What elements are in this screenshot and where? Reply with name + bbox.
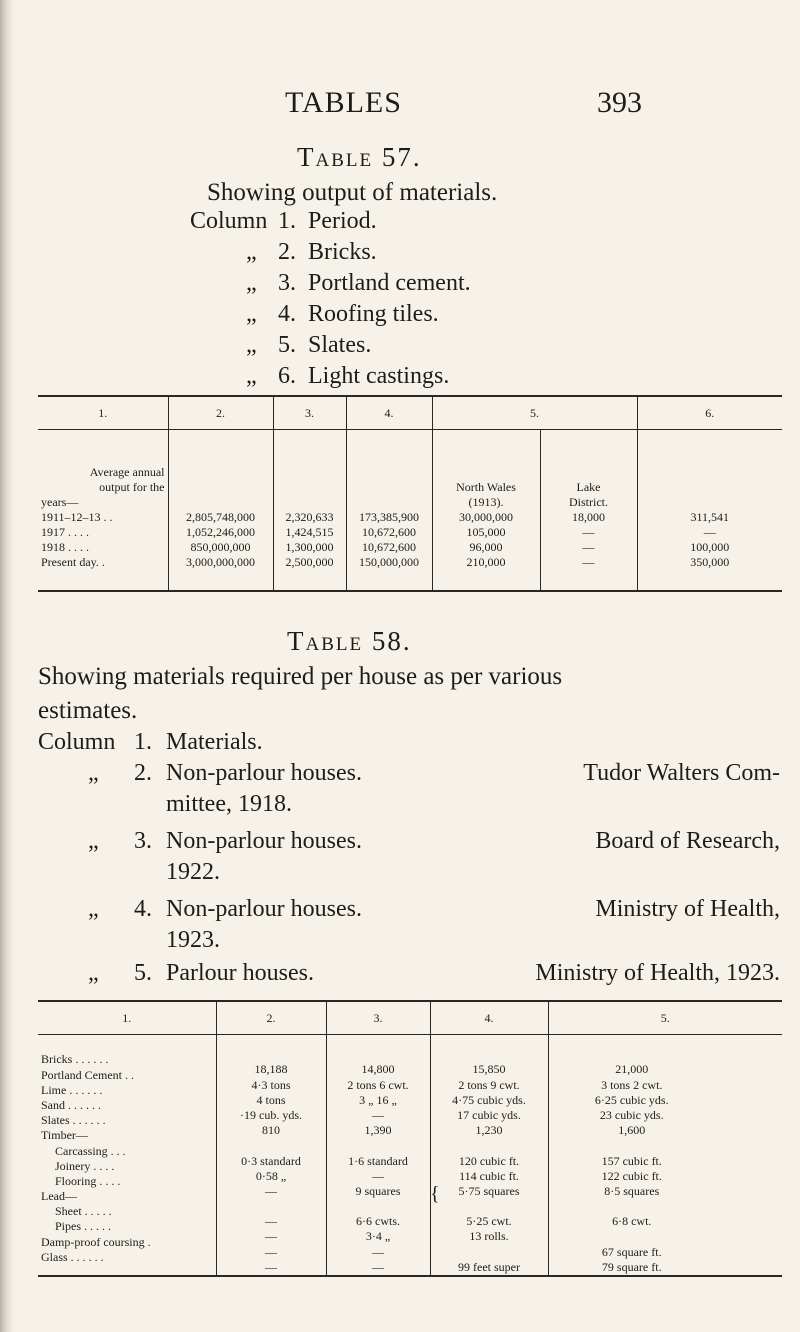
period-heading-line: output for the [99,480,165,494]
column-entry [190,330,610,361]
cell-value: 1,230 [475,1123,503,1138]
cell-value: — [372,1107,384,1122]
column-source: Tudor Walters Com- [583,760,780,786]
material-label: Lime . . . . . . [41,1082,103,1097]
table-header-row [38,396,782,430]
column-source-continued: mittee, 1918. [166,791,292,817]
cell-value: 810 [262,1123,280,1138]
cell-value: 10,672,600 [362,525,416,539]
period-heading-line: Average annual [89,465,165,479]
column-label: Parlour houses. [166,960,314,986]
cell-value: 9 squares [355,1183,401,1198]
cell-value [434,1199,545,1214]
book-spine-shadow [0,0,14,1332]
cell-value: 17 cubic yds. [457,1107,521,1122]
cell-value [552,1138,713,1153]
cell-value: 150,000,000 [359,555,419,569]
column-source: Ministry of Health, [595,896,780,922]
ministry-non-parlour-column [430,1035,548,1277]
subheader-line: Lake [576,480,601,494]
period-label: 1918 . . . . [41,540,89,554]
cell-value: 3 „ 16 „ [359,1092,397,1107]
cell-value: 120 cubic ft. [458,1153,520,1168]
caption-line: estimates. [38,697,138,724]
cell-value: 122 cubic ft. [601,1168,662,1183]
ministry-parlour-column [548,1035,782,1277]
cell-value: 0·3 standard [241,1153,301,1168]
column-source-continued: 1922. [166,859,220,885]
table-58-caption [38,660,778,728]
column-number: 3. [278,270,296,296]
ditto-mark: „ [88,828,99,854]
material-label: Timber— [41,1128,88,1143]
period-label: 1911–12–13 . . [41,510,113,524]
cell-value: 3,000,000,000 [186,555,255,569]
table-header-row [38,1001,782,1035]
cell-value: 114 cubic ft. [459,1168,519,1183]
cell-value: 4 tons [256,1092,286,1107]
ditto-mark: „ [246,239,257,265]
table-body-row [38,1035,782,1277]
cell-value: 3·4 „ [365,1229,391,1244]
column-label: Slates. [308,332,372,358]
cell-value: — [372,1259,384,1274]
material-label: Flooring . . . . [55,1173,121,1188]
column-source: Board of Research, [595,828,780,854]
column-number: 3. [134,828,152,854]
column-label: Period. [308,208,377,234]
material-label: Lead— [41,1189,77,1204]
caption-line: Showing materials required per house as per various [38,663,563,690]
ditto-mark: „ [246,363,257,389]
tudor-walters-column [216,1035,326,1277]
cell-value: 4·3 tons [251,1077,291,1092]
period-label: 1917 . . . . [41,525,89,539]
column-label: Non-parlour houses. [166,896,362,922]
column-entry-continued [38,925,780,956]
cell-value: 18,188 [254,1062,288,1077]
column-entry [190,206,610,237]
header-cell: 2. [216,1001,326,1035]
cell-value: 23 cubic yds. [599,1107,664,1122]
column-number: 5. [278,332,296,358]
cell-value [330,1199,427,1214]
castings-column [637,430,782,592]
material-label: Carcassing . . . [55,1143,126,1158]
column-lead: Column [190,208,268,234]
ditto-mark: „ [246,332,257,358]
column-entry [190,237,610,268]
cell-value: 99 feet super [458,1259,520,1274]
cell-value: 2,500,000 [285,555,334,569]
cell-value: 350,000 [690,555,730,569]
cell-value: 18,000 [572,510,605,524]
column-label: Non-parlour houses. [166,828,362,854]
cell-value: 6·25 cubic yds. [594,1092,669,1107]
period-column [38,430,168,592]
column-entry [38,727,780,758]
page-number: 393 [597,86,642,119]
material-label: Sheet . . . . . [55,1204,112,1219]
cell-value: 6·8 cwt. [612,1214,652,1229]
cell-value: — [265,1244,277,1259]
cell-value: — [265,1183,277,1198]
period-label: Present day. . [41,555,105,569]
cell-value: 14,800 [361,1062,395,1077]
north-wales-column [432,430,540,592]
column-number: 2. [134,760,152,786]
column-number: 4. [134,896,152,922]
column-label: Bricks. [308,239,377,265]
cell-value: 8·5 squares [604,1183,660,1198]
table-58-title: Table 58. [287,626,412,656]
cell-value: 1,600 [618,1123,646,1138]
header-cell: 1. [38,1001,216,1035]
cell-value: 210,000 [466,555,506,569]
material-label: Damp-proof coursing . [41,1234,151,1249]
column-number: 6. [278,363,296,389]
cell-value: 1·6 standard [348,1153,408,1168]
material-label: Bricks . . . . . . [41,1052,109,1067]
cell-value [434,1138,545,1153]
cell-value: 1,300,000 [285,540,334,554]
cell-value: 6·6 cwts. [356,1214,400,1229]
cell-value: — [582,525,595,539]
ditto-mark: „ [88,960,99,986]
column-label: Materials. [166,729,263,755]
table-58-column-list [38,727,780,989]
cell-value: 67 square ft. [601,1244,662,1259]
cell-value: 2 tons 9 cwt. [458,1077,520,1092]
header-cell: 6. [637,396,782,430]
table-57-caption: Showing output of materials. [207,179,498,206]
cell-value: 850,000,000 [190,540,251,554]
header-cell: 2. [168,396,273,430]
column-label: Non-parlour houses. [166,760,362,786]
cell-value: 1,390 [364,1123,392,1138]
column-source-continued: 1923. [166,927,220,953]
ditto-mark: „ [88,896,99,922]
cell-value: 105,000 [466,525,506,539]
cell-value: 2 tons 6 cwt. [347,1077,409,1092]
cell-value: — [582,540,595,554]
material-label: Joinery . . . . [55,1158,115,1173]
column-entry-continued [38,857,780,888]
column-label: Roofing tiles. [308,301,439,327]
header-cell: 5. [432,396,637,430]
header-cell: 5. [548,1001,782,1035]
column-number: 1. [278,208,296,234]
table-57-title: Table 57. [297,142,422,172]
cell-value: — [582,555,595,569]
table-57 [38,395,782,592]
cell-value: — [703,525,716,539]
cell-value [220,1138,323,1153]
cell-value: 1,424,515 [285,525,334,539]
cell-value: 173,385,900 [359,510,419,524]
ditto-mark: „ [246,301,257,327]
period-heading-line: years— [41,495,79,509]
cell-value: ·19 cub. yds. [240,1107,302,1122]
ditto-mark: „ [88,760,99,786]
column-entry [190,268,610,299]
cell-value: 311,541 [690,510,730,524]
column-lead: Column [38,729,116,755]
header-cell: 3. [326,1001,430,1035]
column-number: 4. [278,301,296,327]
cell-value: 15,850 [472,1062,506,1077]
cell-value: — [265,1259,277,1274]
cell-value [220,1199,323,1214]
ditto-mark: „ [246,270,257,296]
lake-district-column [540,430,637,592]
header-cell: 1. [38,396,168,430]
tiles-column [346,430,432,592]
cell-value: 3 tons 2 cwt. [601,1077,663,1092]
cell-value: 79 square ft. [601,1259,662,1274]
column-entry [190,299,610,330]
column-number: 1. [134,729,152,755]
cell-value: — [372,1168,384,1183]
column-entry-continued [38,789,780,820]
subheader-line: (1913). [468,495,504,509]
cell-value: 13 rolls. [469,1229,509,1244]
cell-value: 0·58 „ [255,1168,287,1183]
board-of-research-column [326,1035,430,1277]
column-label: Portland cement. [308,270,471,296]
table-57-column-list [190,206,610,392]
cell-value: 5·75 squares [458,1183,520,1198]
material-label: Portland Cement . . [41,1067,134,1082]
page-header [0,86,800,126]
cell-value: 5·25 cwt. [466,1214,512,1229]
cell-value: 1,052,246,000 [186,525,255,539]
material-label: Glass . . . . . . [41,1249,104,1264]
column-entry [38,826,780,857]
column-number: 2. [278,239,296,265]
header-cell: 4. [430,1001,548,1035]
cell-value [330,1138,427,1153]
lead-brace: { [430,1183,440,1205]
header-cell: 3. [273,396,346,430]
cell-value: 157 cubic ft. [601,1153,662,1168]
table-58 [38,1000,782,1277]
cell-value [552,1199,713,1214]
subheader-line: North Wales [456,480,516,494]
column-entry [190,361,610,392]
cell-value: — [372,1244,384,1259]
table-body-row [38,430,782,592]
material-label: Slates . . . . . . [41,1113,106,1128]
column-entry [38,894,780,925]
cell-value: 30,000,000 [459,510,513,524]
cell-value: 4·75 cubic yds. [452,1092,526,1107]
header-cell: 4. [346,396,432,430]
column-entry [38,958,780,989]
cell-value: 100,000 [690,540,730,554]
cell-value: — [265,1214,277,1229]
cell-value: 21,000 [615,1062,649,1077]
column-entry [38,758,780,789]
bricks-column [168,430,273,592]
column-label: Light castings. [308,363,450,389]
cell-value: 10,672,600 [362,540,416,554]
material-label: Pipes . . . . . [55,1219,112,1234]
material-label: Sand . . . . . . [41,1097,101,1112]
column-number: 5. [134,960,152,986]
cell-value: 96,000 [469,540,503,554]
materials-column [38,1035,216,1277]
cell-value: — [265,1229,277,1244]
column-source: Ministry of Health, 1923. [535,960,780,986]
subheader-line: District. [569,495,608,509]
cell-value [552,1229,713,1244]
cell-value: 2,805,748,000 [186,510,255,524]
running-head: TABLES [285,86,402,119]
cell-value [434,1245,545,1260]
cell-value: 2,320,633 [285,510,334,524]
cement-column [273,430,346,592]
